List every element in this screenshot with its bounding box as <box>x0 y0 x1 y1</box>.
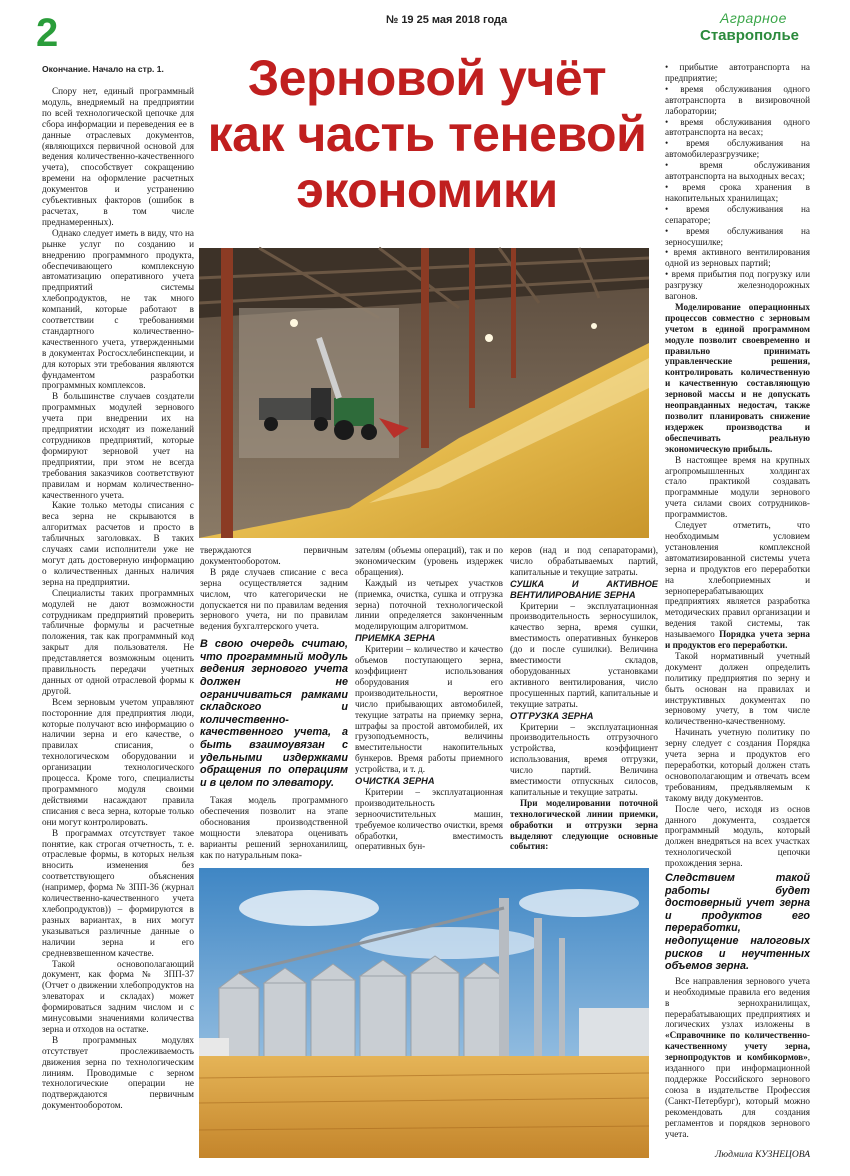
column-1 <box>42 82 194 1162</box>
paragraph: Критерии – количество и качество объемов поступающего зерна, коэффициент использования оборудования и его производительности, вероятное число прибывающих автомобилей, текущие затраты на приемку зерна, штрафы за простой автомобилей, их грузоподъемность, величины вместительности накопительных бункеров. Время работы приемного устройства, и т. д. <box>355 644 503 775</box>
brand-name-line1: Аграрное <box>720 10 787 26</box>
paragraph: Какие только методы списания с веса зерна не скрываются в алгоритмах расчетов и просто в табличных заголовках. В таких случаях сами исполнители уже не могут дать достоверную информацию о количественных данных наличия зерна на предприятии. <box>42 500 194 587</box>
list-item: • время активного вентилирования одной из зерновых партий; <box>665 247 810 269</box>
text-run: Все направления зернового учета и необходимые правила его ведения в зернохранилищах, перерабатывающих предприятиях и логических узлах изложены в <box>665 975 810 1030</box>
paragraph: В ряде случаев списание с веса зерна осуществляется задним числом, что категорически не допускается ни по правилам ведения зернового учета, ни по правилам ведения бухгалтерского учета. <box>200 566 348 632</box>
title-line-2: как часть теневой <box>207 106 647 162</box>
paragraph: Однако следует иметь в виду, что на рынке услуг по созданию и внедрению программного продукта, обеспечивающего комплексную автоматизацию оперативного учета предприятий системы хлебопродуктов, не так много компаний, которые работают в соответствии с требованиями стандартного количественно-качественного учета, утвержденными в документах Росгосхлебинспекции, и для которых эти требования являются фундаментом разработки программных комплексов. <box>42 227 194 391</box>
brand-name-line2: Ставрополье <box>700 27 800 44</box>
paragraph: Спору нет, единый программный модуль, внедряемый на предприятии по всей технологической цепочке для сбора информации и переведения ее в данные отраслевых документов, (являющихся первичной основой для ведения количественно-качественного учета), способствует сокращению времени на оформление расчетных документов и устранению субъективных факторов (ошибок в расчетах, в том числе преднамеренных). <box>42 86 194 227</box>
section-heading: СУШКА И АКТИВНОЕ ВЕНТИЛИРОВАНИЕ ЗЕРНА <box>510 578 658 600</box>
text-run-bold: «Справочнике по количественно-качественному учету зерна, зернопродуктов и комбикормов» <box>665 1030 810 1063</box>
column-2 <box>200 545 348 860</box>
title-line-1: Зерновой учёт <box>247 50 607 106</box>
grain-warehouse-illustration <box>199 248 649 538</box>
author-name: Людмила КУЗНЕЦОВА <box>714 1150 810 1160</box>
photo-grain-elevator <box>199 868 649 1158</box>
list-item: • время обслуживания одного автотранспорта в визировочной лаборатории; <box>665 83 810 116</box>
grain-elevator-illustration <box>199 868 649 1158</box>
pull-quote: В свою очередь считаю, что программный модуль ведения зернового учета должен не ограничиваться рамками складского и количественно-качественного учета, а быть взаимоувязан с удельными издержками обращения по операциям и в целом по элеватору. <box>200 638 348 789</box>
section-heading: ОТГРУЗКА ЗЕРНА <box>510 710 594 721</box>
list-item: • время обслуживания на автомобилеразгрузчике; <box>665 138 810 160</box>
issue-date: № 19 25 мая 2018 года <box>386 14 508 26</box>
paragraph: Такая модель программного обеспечения позволит на этапе обоснования производственной мощности элеватора оценивать варианты решений зерноханилищ, как по натуральным пока- <box>200 795 348 860</box>
column-5 <box>665 62 810 1162</box>
section-heading: ПРИЕМКА ЗЕРНА <box>355 633 436 644</box>
paragraph: В настоящее время на крупных агропромышленных холдингах стало практикой создавать программные модули зернового учета силами своих сотрудников-программистов. <box>665 454 810 520</box>
continuation-note: Окончание. Начало на стр. 1. <box>42 64 164 74</box>
paragraph-bold: Моделирование операционных процессов совместно с зерновым учетом в единой программном модуле позволит своевременно и правильно принимать управленческие решения, контролировать количественную и качественную составляющую зерновой массы и не допускать неоправданных недостач, также позволит планировать снижение издержек производства и обеспечивать реальную экономическую прибыль. <box>665 301 810 454</box>
paragraph-bold: При моделировании поточной технологической линии приемки, обработки и отгрузки зерна выделяют следующие основные события: <box>510 797 658 852</box>
paragraph: Специалисты таких программных модулей не дают возможности сотрудникам предприятий проверить табличные формулы и расчетные положения, так как программный код закрыт для пользователя. Не представляется возможным оценить правильность передачи учетных данных от одной отраслевой формы к другой. <box>42 587 194 696</box>
paragraph: Критерии – эксплуатационная производительность зерносушилок, качество зерна, время сушки, вместимость оперативных бункеров (до и после сушилки). Величина вместимости складов, оборудованных установками активного вентилирования, число просушенных партий, капитальные и текущие затраты. <box>510 600 658 709</box>
pull-quote: Следствием такой работы будет достоверный учет зерна и продуктов его переработки, недопущение налоговых рисков и неучтенных объемов зерна. <box>665 872 810 973</box>
section-heading: ОЧИСТКА ЗЕРНА <box>355 776 435 787</box>
paragraph: зателям (объемы операций), так и по экономическим (уровень издержек обращения). <box>355 545 503 577</box>
paragraph: Такой нормативный учетный документ должен определить политику предприятия по зерну и быть основан на правилах и инструктивных документах по зерновому учету, в том числе количественно-качественному. <box>665 650 810 727</box>
text-run-bold: Порядка учета зерна и продуктов его переработки. <box>665 629 810 651</box>
paragraph: В большинстве случаев создатели программных модулей зернового учета при внедрении их на предприятии исходят из пожеланий сотрудников предприятий, которые формируют зерновой учет на предприятии, при этом не всегда требования заказчиков соответствуют правилам и нормам количественно-качественного учета. <box>42 391 194 500</box>
paragraph <box>665 520 810 651</box>
list-item: • время прибытия под погрузку или разгрузку железнодорожных вагонов. <box>665 269 810 302</box>
page-number: 2 <box>36 11 59 55</box>
paragraph: Критерии – эксплуатационная производительность зерноочистительных машин, требуемое количество очистки, время обработки, вместимость оперативных бун- <box>355 786 503 852</box>
title-line-3: экономики <box>296 162 558 218</box>
paragraph: Каждый из четырех участков (приемка, очистка, сушка и отгрузка зерна) поточной технологической линии определяется законченным моделирующим алгоритмом. <box>355 577 503 632</box>
photo-grain-warehouse <box>199 248 649 538</box>
paragraph: керов (над и под сепараторами), число обрабатываемых партий, капитальные и текущие затраты. <box>510 545 658 577</box>
paragraph <box>665 976 810 1140</box>
list-item: • время срока хранения в накопительных хранилищах; <box>665 181 810 203</box>
paragraph: Такой основополагающий документ, как форма № ЗПП-37 (Отчет о движении хлебопродуктов на элеваторах и складах) может формироваться задним числом и с минусовыми значениями количества зерна и отходов на остатке. <box>42 958 194 1034</box>
text-run: Следует отметить, что необходимым условием установления комплексной автоматизированной системы учета зерна и продуктов его переработки на хлебоприемных и зерноперерабатывающих предприятиях является разработка методических правил организации и ведения такой системы, так называемого <box>665 520 810 640</box>
list-item: • время обслуживания одного автотранспорта на весах; <box>665 116 810 138</box>
list-item: • время обслуживания на сепараторе; <box>665 203 810 225</box>
column-4 <box>510 545 658 852</box>
paragraph: После чего, исходя из основ данного документа, создается программный модуль, который должен внедряться на всех участках технологической цепочки прохождения зерна. <box>665 803 810 869</box>
paragraph: Критерии – эксплуатационная производительность отгрузочного устройства, коэффициент использования, время отгрузки, число партий. Величина вместимости отпускных силосов, капитальные и текущие затраты. <box>510 721 658 797</box>
list-item: • время обслуживания автотранспорта на выходных весах; <box>665 160 810 182</box>
text-run: , изданного при информационной поддержке Российского зернового союза в издательстве Профессия (Санкт-Петербург), который можно рекомендовать для создания регламентов и порядков зернового учета. <box>665 1052 810 1139</box>
paragraph: тверждаются первичным документооборотом. <box>200 545 348 566</box>
list-item: • прибытие автотранспорта на предприятие; <box>665 62 810 83</box>
paragraph: В программных модулях отсутствует прослеживаемость движения зерна по технологическим линиям. Проводимые с зерном технологические операции не подтверждаются первичным документооборотом. <box>42 1034 194 1111</box>
column-3 <box>355 545 503 852</box>
article-title <box>196 50 658 218</box>
paragraph: Начинать учетную политику по зерну следует с создания Порядка учета зерна и продуктов его переработки, который должен стать основополагающим и отвечать всем требованиям, предъявляемым к такому виду документов. <box>665 727 810 803</box>
paragraph: В программах отсутствует такое понятие, как строгая отчетность, т. е. отраслевые формы, в которых нельзя вносить изменения без соответствующего объяснения (например, форма № ЗПП-36 (журнал количественно-качественного учета хлебопродуктов)) – формируются в разных вариантах, в них могут указываться различные данные о наличии зерна и его средневзвешенном качестве. <box>42 827 194 958</box>
list-item: • время обслуживания на зерносушилке; <box>665 225 810 247</box>
paragraph: Всем зерновым учетом управляют посторонние для предприятия люди, которые получают всю информацию о наличии зерна и его качестве, о правилах списания, о технологическом оборудовании и организации технологического процесса. Кроме того, специалисты программного модуля своими действиями насаждают правила списания с веса зерна, которые только они могут контролировать. <box>42 696 194 827</box>
